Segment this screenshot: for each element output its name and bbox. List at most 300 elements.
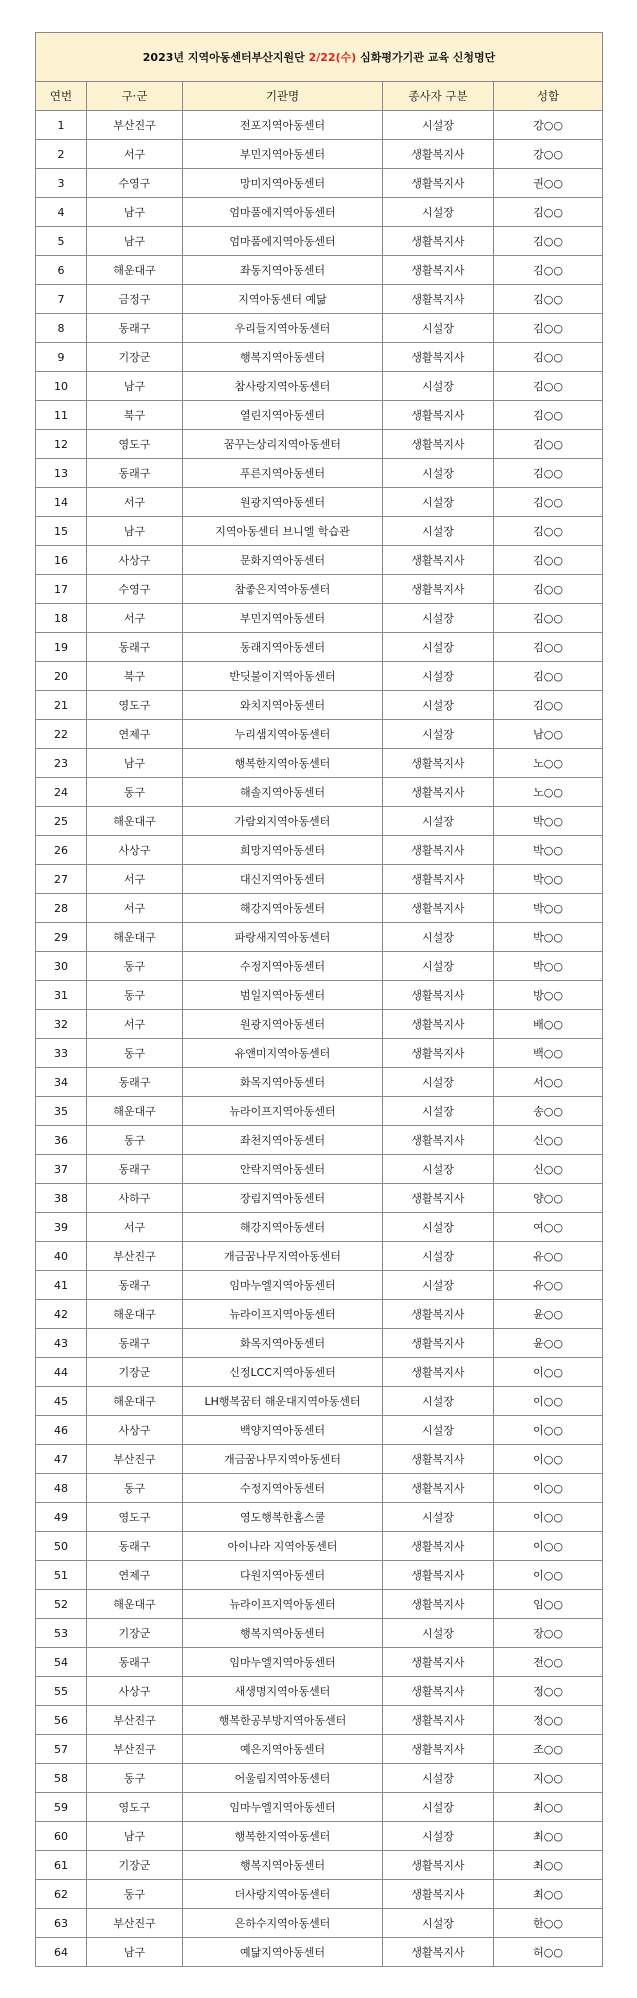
table-row (36, 981, 603, 1010)
cell-institution: 범일지역아동센터 (183, 981, 383, 1010)
cell-number: 61 (36, 1851, 87, 1880)
col-header-number: 연번 (36, 82, 87, 111)
cell-role: 생활복지사 (383, 1358, 494, 1387)
cell-district: 사상구 (87, 546, 183, 575)
table-row (36, 1329, 603, 1358)
cell-name: 조○○ (494, 1735, 603, 1764)
table-row (36, 1300, 603, 1329)
cell-name: 서○○ (494, 1068, 603, 1097)
cell-district: 해운대구 (87, 807, 183, 836)
cell-role: 생활복지사 (383, 1677, 494, 1706)
cell-institution: 더사랑지역아동센터 (183, 1880, 383, 1909)
cell-role: 시설장 (383, 1242, 494, 1271)
cell-district: 부산진구 (87, 111, 183, 140)
cell-number: 14 (36, 488, 87, 517)
cell-district: 서구 (87, 140, 183, 169)
cell-institution: 수정지역아동센터 (183, 1474, 383, 1503)
cell-district: 서구 (87, 894, 183, 923)
cell-district: 동구 (87, 981, 183, 1010)
cell-district: 서구 (87, 1010, 183, 1039)
cell-name: 유○○ (494, 1242, 603, 1271)
cell-district: 연제구 (87, 720, 183, 749)
cell-institution: 푸른지역아동센터 (183, 459, 383, 488)
cell-role: 시설장 (383, 1387, 494, 1416)
cell-district: 남구 (87, 749, 183, 778)
cell-institution: 반딧불이지역아동센터 (183, 662, 383, 691)
cell-number: 4 (36, 198, 87, 227)
table-row (36, 1619, 603, 1648)
cell-institution: 뉴라이프지역아동센터 (183, 1590, 383, 1619)
cell-number: 62 (36, 1880, 87, 1909)
table-row (36, 372, 603, 401)
cell-number: 13 (36, 459, 87, 488)
cell-number: 41 (36, 1271, 87, 1300)
cell-institution: 원광지역아동센터 (183, 1010, 383, 1039)
cell-district: 북구 (87, 662, 183, 691)
cell-name: 김○○ (494, 691, 603, 720)
cell-role: 시설장 (383, 952, 494, 981)
table-row (36, 314, 603, 343)
cell-number: 34 (36, 1068, 87, 1097)
cell-role: 시설장 (383, 1909, 494, 1938)
cell-role: 시설장 (383, 488, 494, 517)
cell-name: 박○○ (494, 836, 603, 865)
cell-institution: 열린지역아동센터 (183, 401, 383, 430)
cell-name: 남○○ (494, 720, 603, 749)
cell-name: 김○○ (494, 343, 603, 372)
cell-district: 남구 (87, 1938, 183, 1967)
cell-role: 시설장 (383, 517, 494, 546)
cell-name: 이○○ (494, 1532, 603, 1561)
cell-number: 8 (36, 314, 87, 343)
cell-district: 사상구 (87, 836, 183, 865)
cell-institution: 백양지역아동센터 (183, 1416, 383, 1445)
cell-number: 20 (36, 662, 87, 691)
cell-number: 15 (36, 517, 87, 546)
table-row (36, 1474, 603, 1503)
cell-institution: 다원지역아동센터 (183, 1561, 383, 1590)
table-row (36, 198, 603, 227)
cell-institution: 아이나라 지역아동센터 (183, 1532, 383, 1561)
table-row (36, 865, 603, 894)
cell-name: 김○○ (494, 459, 603, 488)
cell-name: 최○○ (494, 1793, 603, 1822)
cell-name: 김○○ (494, 633, 603, 662)
cell-name: 지○○ (494, 1764, 603, 1793)
cell-institution: 지역아동센터 예닮 (183, 285, 383, 314)
cell-institution: 예은지역아동센터 (183, 1735, 383, 1764)
cell-name: 김○○ (494, 198, 603, 227)
cell-institution: 전포지역아동센터 (183, 111, 383, 140)
cell-number: 52 (36, 1590, 87, 1619)
cell-district: 해운대구 (87, 1097, 183, 1126)
cell-name: 방○○ (494, 981, 603, 1010)
cell-district: 해운대구 (87, 923, 183, 952)
cell-institution: LH행복꿈터 해운대지역아동센터 (183, 1387, 383, 1416)
cell-district: 남구 (87, 372, 183, 401)
cell-role: 생활복지사 (383, 749, 494, 778)
cell-district: 기장군 (87, 343, 183, 372)
table-row (36, 546, 603, 575)
cell-role: 시설장 (383, 1793, 494, 1822)
cell-role: 생활복지사 (383, 1938, 494, 1967)
cell-district: 동구 (87, 952, 183, 981)
cell-number: 25 (36, 807, 87, 836)
table-title (36, 33, 603, 82)
cell-district: 동구 (87, 1039, 183, 1068)
cell-district: 동래구 (87, 633, 183, 662)
cell-number: 58 (36, 1764, 87, 1793)
table-row (36, 343, 603, 372)
cell-name: 김○○ (494, 401, 603, 430)
cell-role: 생활복지사 (383, 1880, 494, 1909)
cell-role: 시설장 (383, 807, 494, 836)
cell-name: 박○○ (494, 865, 603, 894)
cell-institution: 문화지역아동센터 (183, 546, 383, 575)
cell-name: 윤○○ (494, 1300, 603, 1329)
cell-role: 시설장 (383, 1503, 494, 1532)
cell-institution: 새생명지역아동센터 (183, 1677, 383, 1706)
cell-institution: 뉴라이프지역아동센터 (183, 1300, 383, 1329)
table-row (36, 807, 603, 836)
cell-institution: 해솔지역아동센터 (183, 778, 383, 807)
cell-name: 김○○ (494, 575, 603, 604)
table-row (36, 401, 603, 430)
cell-name: 김○○ (494, 314, 603, 343)
cell-name: 권○○ (494, 169, 603, 198)
cell-number: 51 (36, 1561, 87, 1590)
cell-role: 생활복지사 (383, 401, 494, 430)
table-row (36, 1909, 603, 1938)
title-prefix: 2023년 지역아동센터부산지원단 (142, 51, 305, 64)
cell-name: 노○○ (494, 778, 603, 807)
cell-district: 사상구 (87, 1416, 183, 1445)
cell-role: 시설장 (383, 720, 494, 749)
cell-number: 37 (36, 1155, 87, 1184)
table-row (36, 1126, 603, 1155)
cell-number: 48 (36, 1474, 87, 1503)
cell-number: 16 (36, 546, 87, 575)
cell-number: 40 (36, 1242, 87, 1271)
cell-institution: 가람외지역아동센터 (183, 807, 383, 836)
cell-role: 시설장 (383, 1271, 494, 1300)
cell-number: 57 (36, 1735, 87, 1764)
cell-name: 김○○ (494, 372, 603, 401)
cell-district: 부산진구 (87, 1445, 183, 1474)
table-row (36, 1387, 603, 1416)
cell-role: 시설장 (383, 111, 494, 140)
cell-role: 시설장 (383, 604, 494, 633)
header-row (36, 82, 603, 111)
applicant-table (35, 32, 603, 1967)
table-row (36, 1590, 603, 1619)
cell-name: 김○○ (494, 604, 603, 633)
cell-role: 생활복지사 (383, 430, 494, 459)
cell-district: 부산진구 (87, 1735, 183, 1764)
cell-institution: 화목지역아동센터 (183, 1068, 383, 1097)
table-row (36, 778, 603, 807)
cell-name: 김○○ (494, 662, 603, 691)
cell-institution: 행복지역아동센터 (183, 343, 383, 372)
cell-name: 백○○ (494, 1039, 603, 1068)
cell-role: 시설장 (383, 459, 494, 488)
cell-institution: 은하수지역아동센터 (183, 1909, 383, 1938)
cell-number: 30 (36, 952, 87, 981)
cell-district: 서구 (87, 488, 183, 517)
cell-district: 수영구 (87, 575, 183, 604)
cell-institution: 원광지역아동센터 (183, 488, 383, 517)
cell-number: 59 (36, 1793, 87, 1822)
table-row (36, 1880, 603, 1909)
cell-role: 생활복지사 (383, 285, 494, 314)
cell-institution: 동래지역아동센터 (183, 633, 383, 662)
table-row (36, 1184, 603, 1213)
cell-number: 49 (36, 1503, 87, 1532)
cell-number: 11 (36, 401, 87, 430)
cell-district: 사상구 (87, 1677, 183, 1706)
cell-number: 6 (36, 256, 87, 285)
cell-role: 생활복지사 (383, 1010, 494, 1039)
table-row (36, 140, 603, 169)
cell-district: 사하구 (87, 1184, 183, 1213)
cell-institution: 행복지역아동센터 (183, 1619, 383, 1648)
cell-role: 시설장 (383, 198, 494, 227)
cell-name: 김○○ (494, 517, 603, 546)
cell-district: 영도구 (87, 430, 183, 459)
cell-institution: 임마누엘지역아동센터 (183, 1648, 383, 1677)
cell-number: 24 (36, 778, 87, 807)
table-row (36, 1735, 603, 1764)
cell-name: 강○○ (494, 111, 603, 140)
cell-district: 서구 (87, 1213, 183, 1242)
table-row (36, 604, 603, 633)
table-row (36, 1677, 603, 1706)
cell-institution: 꿈꾸는상리지역아동센터 (183, 430, 383, 459)
cell-district: 기장군 (87, 1851, 183, 1880)
cell-role: 생활복지사 (383, 1735, 494, 1764)
cell-role: 시설장 (383, 1213, 494, 1242)
cell-district: 동래구 (87, 1329, 183, 1358)
cell-institution: 어울림지역아동센터 (183, 1764, 383, 1793)
col-header-role: 종사자 구분 (383, 82, 494, 111)
cell-institution: 예닮지역아동센터 (183, 1938, 383, 1967)
cell-institution: 좌천지역아동센터 (183, 1126, 383, 1155)
cell-institution: 개금꿈나무지역아동센터 (183, 1242, 383, 1271)
cell-district: 해운대구 (87, 1590, 183, 1619)
cell-number: 5 (36, 227, 87, 256)
cell-role: 생활복지사 (383, 778, 494, 807)
cell-role: 생활복지사 (383, 1300, 494, 1329)
cell-district: 동구 (87, 1880, 183, 1909)
cell-name: 정○○ (494, 1677, 603, 1706)
cell-name: 유○○ (494, 1271, 603, 1300)
cell-institution: 영도행복한홈스쿨 (183, 1503, 383, 1532)
cell-district: 서구 (87, 865, 183, 894)
cell-name: 김○○ (494, 227, 603, 256)
cell-number: 9 (36, 343, 87, 372)
cell-number: 32 (36, 1010, 87, 1039)
cell-name: 이○○ (494, 1358, 603, 1387)
cell-name: 박○○ (494, 807, 603, 836)
cell-district: 남구 (87, 517, 183, 546)
cell-district: 남구 (87, 1822, 183, 1851)
cell-number: 36 (36, 1126, 87, 1155)
cell-role: 생활복지사 (383, 1590, 494, 1619)
cell-district: 남구 (87, 198, 183, 227)
cell-name: 이○○ (494, 1445, 603, 1474)
cell-role: 시설장 (383, 1097, 494, 1126)
cell-name: 이○○ (494, 1503, 603, 1532)
table-row (36, 923, 603, 952)
cell-name: 양○○ (494, 1184, 603, 1213)
table-row (36, 1822, 603, 1851)
cell-role: 생활복지사 (383, 1474, 494, 1503)
cell-district: 부산진구 (87, 1706, 183, 1735)
table-row (36, 227, 603, 256)
cell-institution: 해강지역아동센터 (183, 894, 383, 923)
cell-role: 시설장 (383, 314, 494, 343)
cell-name: 전○○ (494, 1648, 603, 1677)
table-row (36, 1039, 603, 1068)
cell-district: 동래구 (87, 1648, 183, 1677)
cell-institution: 임마누엘지역아동센터 (183, 1271, 383, 1300)
cell-institution: 파랑새지역아동센터 (183, 923, 383, 952)
cell-number: 56 (36, 1706, 87, 1735)
cell-institution: 유앤미지역아동센터 (183, 1039, 383, 1068)
cell-role: 생활복지사 (383, 981, 494, 1010)
cell-number: 2 (36, 140, 87, 169)
cell-district: 동구 (87, 778, 183, 807)
cell-role: 생활복지사 (383, 1039, 494, 1068)
cell-number: 42 (36, 1300, 87, 1329)
col-header-district: 구·군 (87, 82, 183, 111)
cell-role: 생활복지사 (383, 140, 494, 169)
table-row (36, 1503, 603, 1532)
cell-number: 17 (36, 575, 87, 604)
table-row (36, 1068, 603, 1097)
cell-district: 부산진구 (87, 1909, 183, 1938)
cell-district: 동래구 (87, 1532, 183, 1561)
table-row (36, 1445, 603, 1474)
cell-institution: 좌동지역아동센터 (183, 256, 383, 285)
cell-name: 김○○ (494, 488, 603, 517)
table-body (36, 111, 603, 1967)
table-row (36, 1242, 603, 1271)
cell-name: 강○○ (494, 140, 603, 169)
cell-name: 한○○ (494, 1909, 603, 1938)
cell-institution: 장림지역아동센터 (183, 1184, 383, 1213)
cell-institution: 행복한공부방지역아동센터 (183, 1706, 383, 1735)
cell-name: 노○○ (494, 749, 603, 778)
cell-institution: 개금꿈나무지역아동센터 (183, 1445, 383, 1474)
cell-number: 29 (36, 923, 87, 952)
cell-role: 생활복지사 (383, 1532, 494, 1561)
cell-number: 50 (36, 1532, 87, 1561)
table-row (36, 1358, 603, 1387)
cell-institution: 지역아동센터 브니엘 학습관 (183, 517, 383, 546)
cell-role: 생활복지사 (383, 1706, 494, 1735)
cell-number: 53 (36, 1619, 87, 1648)
cell-role: 시설장 (383, 372, 494, 401)
cell-institution: 수정지역아동센터 (183, 952, 383, 981)
table-row (36, 1213, 603, 1242)
cell-institution: 임마누엘지역아동센터 (183, 1793, 383, 1822)
table-row (36, 1155, 603, 1184)
cell-district: 해운대구 (87, 1300, 183, 1329)
cell-district: 기장군 (87, 1358, 183, 1387)
table-row (36, 633, 603, 662)
cell-name: 정○○ (494, 1706, 603, 1735)
cell-institution: 대신지역아동센터 (183, 865, 383, 894)
cell-institution: 참좋은지역아동센터 (183, 575, 383, 604)
cell-number: 26 (36, 836, 87, 865)
cell-role: 시설장 (383, 1416, 494, 1445)
cell-name: 이○○ (494, 1416, 603, 1445)
cell-number: 31 (36, 981, 87, 1010)
cell-number: 60 (36, 1822, 87, 1851)
cell-district: 서구 (87, 604, 183, 633)
cell-role: 생활복지사 (383, 169, 494, 198)
cell-institution: 망미지역아동센터 (183, 169, 383, 198)
cell-institution: 행복한지역아동센터 (183, 1822, 383, 1851)
cell-role: 시설장 (383, 923, 494, 952)
table-row (36, 1648, 603, 1677)
cell-role: 생활복지사 (383, 1126, 494, 1155)
cell-district: 동래구 (87, 1155, 183, 1184)
cell-name: 최○○ (494, 1851, 603, 1880)
table-row (36, 1764, 603, 1793)
table-row (36, 952, 603, 981)
cell-institution: 참사랑지역아동센터 (183, 372, 383, 401)
title-date-highlight: 2/22(수) (308, 51, 357, 64)
cell-number: 1 (36, 111, 87, 140)
cell-role: 생활복지사 (383, 1184, 494, 1213)
cell-institution: 행복한지역아동센터 (183, 749, 383, 778)
table-row (36, 430, 603, 459)
cell-institution: 우리들지역아동센터 (183, 314, 383, 343)
cell-institution: 와치지역아동센터 (183, 691, 383, 720)
cell-institution: 해강지역아동센터 (183, 1213, 383, 1242)
cell-number: 39 (36, 1213, 87, 1242)
cell-number: 19 (36, 633, 87, 662)
title-suffix: 심화평가기관 교육 신청명단 (360, 51, 496, 64)
table-row (36, 1561, 603, 1590)
cell-number: 47 (36, 1445, 87, 1474)
table-row (36, 1793, 603, 1822)
table-row (36, 1271, 603, 1300)
cell-role: 생활복지사 (383, 227, 494, 256)
cell-district: 동구 (87, 1764, 183, 1793)
cell-institution: 신정LCC지역아동센터 (183, 1358, 383, 1387)
cell-number: 46 (36, 1416, 87, 1445)
cell-name: 이○○ (494, 1474, 603, 1503)
cell-name: 김○○ (494, 546, 603, 575)
cell-district: 동구 (87, 1474, 183, 1503)
cell-role: 생활복지사 (383, 1561, 494, 1590)
cell-name: 허○○ (494, 1938, 603, 1967)
cell-name: 이○○ (494, 1387, 603, 1416)
table-row (36, 111, 603, 140)
cell-number: 21 (36, 691, 87, 720)
table-row (36, 256, 603, 285)
cell-district: 해운대구 (87, 1387, 183, 1416)
cell-number: 3 (36, 169, 87, 198)
cell-district: 동래구 (87, 459, 183, 488)
cell-institution: 부민지역아동센터 (183, 140, 383, 169)
cell-name: 김○○ (494, 430, 603, 459)
cell-number: 45 (36, 1387, 87, 1416)
cell-name: 윤○○ (494, 1329, 603, 1358)
